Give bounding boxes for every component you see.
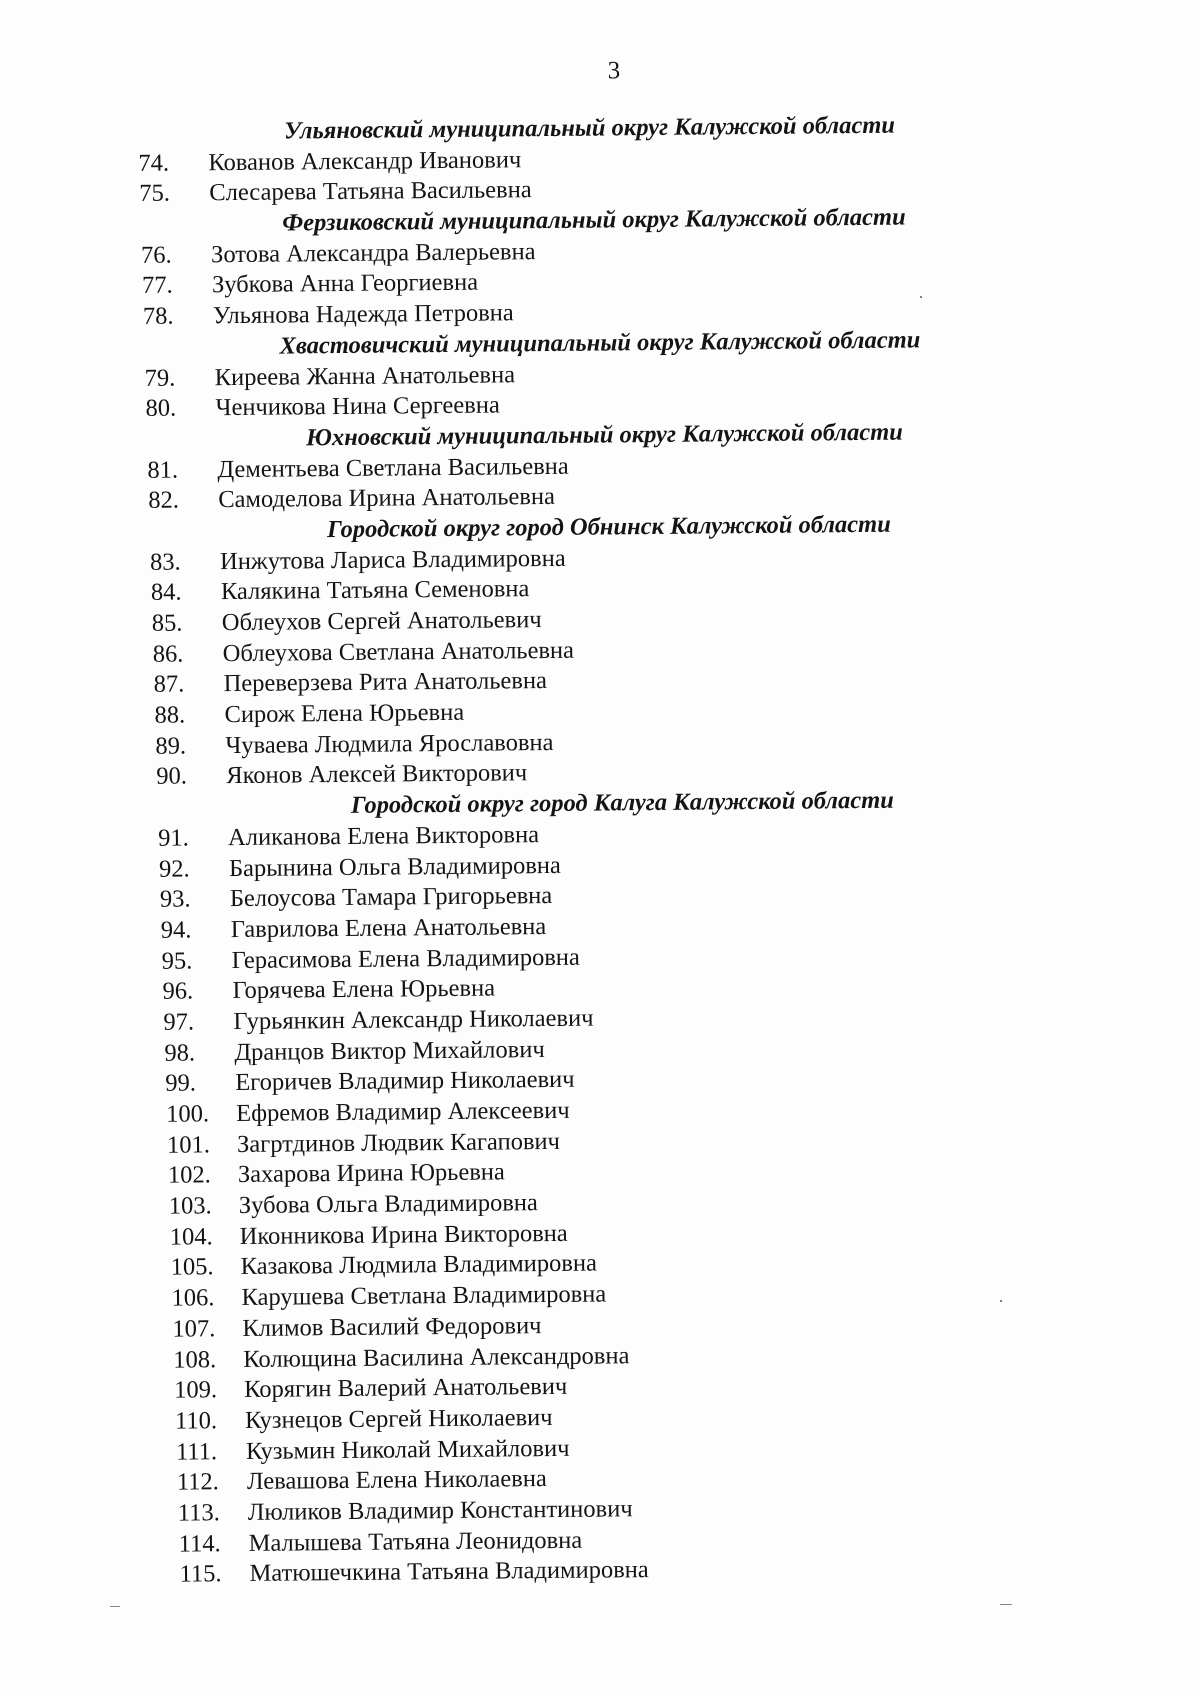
item-number: 114. bbox=[178, 1529, 221, 1558]
item-number: 79. bbox=[144, 364, 176, 392]
item-number: 100. bbox=[166, 1100, 210, 1128]
item-number: 86. bbox=[152, 640, 184, 668]
item-name: Дранцов Виктор Михайлович bbox=[234, 1035, 545, 1066]
item-number: 94. bbox=[160, 916, 192, 944]
item-number: 110. bbox=[174, 1407, 218, 1435]
item-number: 106. bbox=[171, 1284, 215, 1312]
scan-speck bbox=[920, 296, 922, 298]
scan-mark bbox=[110, 1606, 120, 1607]
item-number: 74. bbox=[138, 149, 170, 177]
item-name: Зубкова Анна Георгиевна bbox=[211, 269, 479, 299]
section-heading: Хвастовичский муниципальный округ Калужской области bbox=[279, 326, 921, 360]
section-heading: Ферзиковский муниципальный округ Калужской области bbox=[282, 203, 906, 237]
item-name: Захарова Ирина Юрьевна bbox=[237, 1158, 505, 1189]
item-name: Климов Василий Федорович bbox=[242, 1311, 542, 1342]
item-name: Переверзева Рита Анатольевна bbox=[223, 667, 548, 698]
item-number: 81. bbox=[147, 456, 179, 484]
item-name: Слесарева Татьяна Васильевна bbox=[209, 176, 532, 207]
item-number: 113. bbox=[177, 1499, 220, 1527]
item-number: 76. bbox=[140, 241, 172, 269]
item-name: Горячева Елена Юрьевна bbox=[232, 974, 496, 1005]
item-number: 97. bbox=[163, 1008, 195, 1036]
item-name: Зотова Александра Валерьевна bbox=[210, 237, 536, 268]
scan-mark bbox=[1000, 1604, 1012, 1605]
item-number: 111. bbox=[175, 1437, 218, 1466]
item-name: Ефремов Владимир Алексеевич bbox=[236, 1096, 570, 1128]
item-name: Яконов Алексей Викторович bbox=[226, 759, 528, 790]
item-number: 85. bbox=[151, 609, 183, 637]
section-heading: Ульяновский муниципальный округ Калужской области bbox=[283, 111, 896, 145]
candidate-list bbox=[0, 108, 1200, 1592]
item-number: 91. bbox=[157, 824, 189, 852]
item-name: Люликов Владимир Константинович bbox=[247, 1495, 633, 1526]
item-name: Зубова Ольга Владимировна bbox=[238, 1189, 538, 1220]
section-heading: Городской округ город Обнинск Калужской области bbox=[326, 510, 891, 544]
item-number: 108. bbox=[173, 1345, 217, 1374]
item-name: Белоусова Тамара Григорьевна bbox=[229, 882, 553, 913]
section-heading: Городской округ город Калуга Калужской области bbox=[350, 786, 894, 820]
item-number: 103. bbox=[168, 1192, 212, 1220]
item-number: 112. bbox=[176, 1468, 219, 1496]
item-number: 107. bbox=[172, 1315, 216, 1343]
item-number: 115. bbox=[179, 1560, 222, 1588]
item-number: 92. bbox=[158, 854, 190, 883]
item-number: 99. bbox=[165, 1069, 197, 1098]
item-name: Кованов Александр Иванович bbox=[208, 145, 522, 176]
item-number: 95. bbox=[161, 947, 193, 975]
item-name: Инжутова Лариса Владимировна bbox=[219, 544, 566, 575]
item-name: Ченчикова Нина Сергеевна bbox=[215, 391, 500, 422]
item-number: 78. bbox=[142, 302, 174, 331]
item-name: Корягин Валерий Анатольевич bbox=[244, 1373, 568, 1404]
page-number: 3 bbox=[607, 57, 621, 85]
item-number: 87. bbox=[153, 670, 185, 699]
item-name: Киреева Жанна Анатольевна bbox=[214, 360, 516, 391]
item-number: 75. bbox=[139, 179, 171, 208]
item-name: Казакова Людмила Владимировна bbox=[240, 1250, 598, 1281]
item-number: 83. bbox=[149, 548, 181, 576]
item-number: 90. bbox=[156, 762, 188, 791]
item-name: Гаврилова Елена Анатольевна bbox=[230, 912, 547, 943]
item-number: 98. bbox=[164, 1039, 196, 1067]
item-name: Малышева Татьяна Леонидовна bbox=[248, 1526, 583, 1557]
item-name: Левашова Елена Николаевна bbox=[246, 1465, 547, 1496]
item-name: Матюшечкина Татьяна Владимировна bbox=[249, 1556, 649, 1588]
item-name: Самоделова Ирина Анатольевна bbox=[218, 483, 556, 514]
item-name: Сирож Елена Юрьевна bbox=[224, 698, 465, 729]
item-number: 101. bbox=[166, 1130, 211, 1159]
item-number: 104. bbox=[169, 1223, 213, 1251]
item-name: Колющина Василина Александровна bbox=[243, 1341, 630, 1373]
item-name: Барынина Ольга Владимировна bbox=[228, 851, 561, 882]
item-number: 84. bbox=[150, 578, 182, 607]
section-heading: Юхновский муниципальный округ Калужской области bbox=[305, 418, 903, 452]
item-number: 77. bbox=[141, 272, 173, 300]
item-name: Дементьева Светлана Васильевна bbox=[217, 452, 569, 483]
item-name: Облеухов Сергей Анатольевич bbox=[221, 606, 542, 637]
item-number: 93. bbox=[159, 885, 191, 913]
item-name: Чуваева Людмила Ярославовна bbox=[225, 728, 554, 759]
item-name: Герасимова Елена Владимировна bbox=[231, 943, 580, 974]
item-name: Иконникова Ирина Викторовна bbox=[239, 1219, 568, 1250]
item-name: Аликанова Елена Викторовна bbox=[227, 820, 540, 851]
item-name: Облеухова Светлана Анатольевна bbox=[222, 636, 575, 667]
item-number: 96. bbox=[162, 977, 194, 1005]
item-number: 82. bbox=[148, 486, 180, 515]
item-number: 88. bbox=[154, 701, 186, 729]
item-name: Загртдинов Людвик Кагапович bbox=[236, 1127, 561, 1158]
item-name: Ульянова Надежда Петровна bbox=[212, 299, 514, 330]
scan-speck bbox=[1000, 1300, 1002, 1302]
item-name: Кузнецов Сергей Николаевич bbox=[244, 1403, 553, 1434]
item-name: Калякина Татьяна Семеновна bbox=[220, 575, 530, 606]
item-number: 109. bbox=[174, 1376, 218, 1404]
item-name: Гурьянкин Александр Николаевич bbox=[233, 1004, 594, 1035]
item-name: Кузьмин Николай Михайлович bbox=[245, 1434, 570, 1465]
item-number: 105. bbox=[170, 1253, 214, 1282]
item-number: 80. bbox=[145, 394, 177, 423]
item-number: 102. bbox=[167, 1161, 211, 1190]
item-number: 89. bbox=[155, 732, 187, 760]
item-name: Егоричев Владимир Николаевич bbox=[235, 1066, 575, 1097]
item-name: Карушева Светлана Владимировна bbox=[241, 1280, 607, 1312]
